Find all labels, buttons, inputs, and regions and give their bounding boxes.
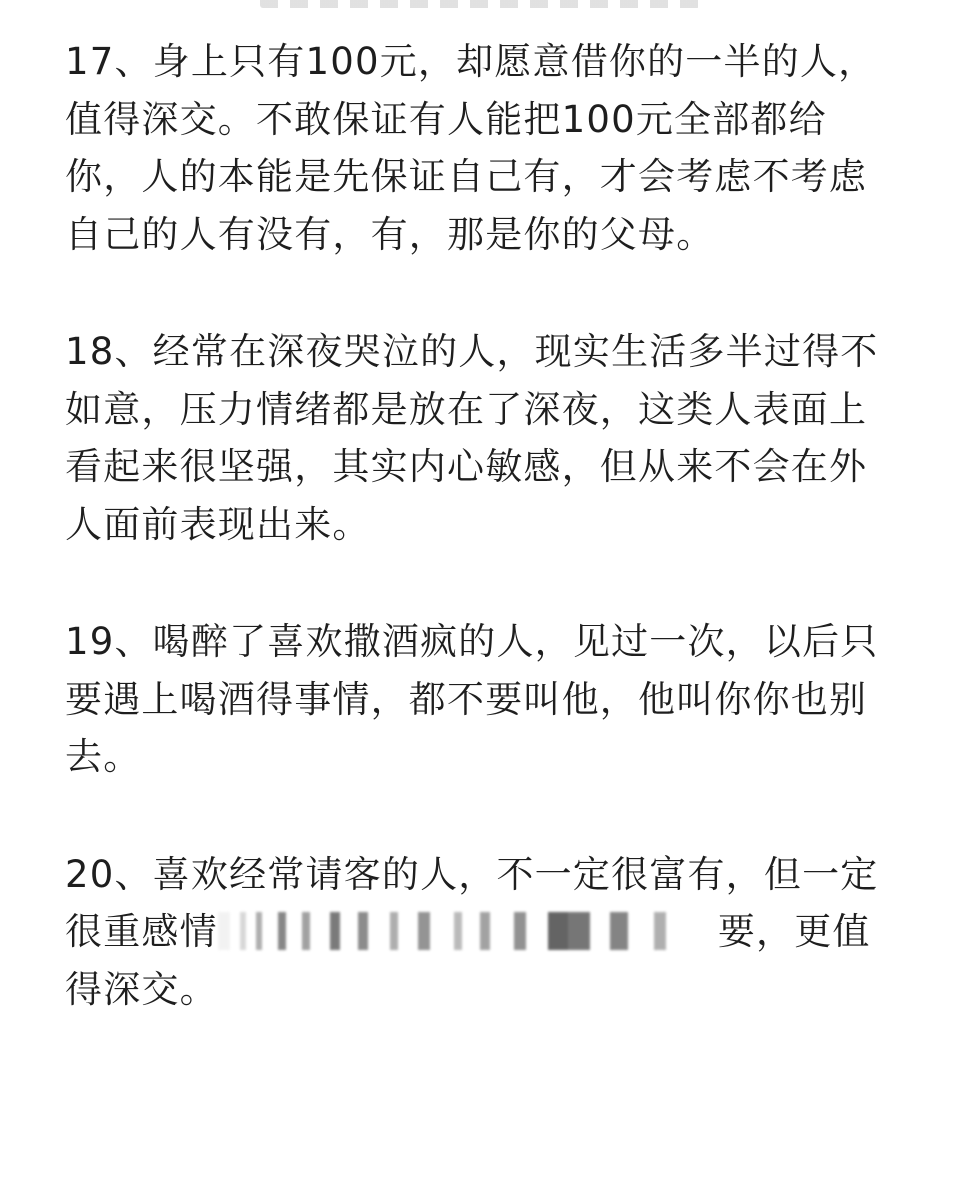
redacted-text-block — [218, 912, 718, 950]
paragraph-20 — [65, 846, 885, 1019]
paragraph-20-end: 要，更值得深交。 — [65, 910, 871, 1011]
paragraph-18: 18、经常在深夜哭泣的人，现实生活多半过得不如意，压力情绪都是放在了深夜，这类人表面上看起来很坚强，其实内心敏感，但从来不会在外人面前表现出来。 — [65, 330, 879, 546]
paragraph-20-start: 20、喜欢经常请客的人，不一定很富有，但一定很重感情 — [65, 852, 879, 953]
paragraph-17: 17、身上只有100元，却愿意借你的一半的人，值得深交。不敢保证有人能把100元全部都给你，人的本能是先保证自己有，才会考虑不考虑自己的人有没有，有，那是你的父母。 — [65, 40, 877, 256]
paragraph-19: 19、喝醉了喜欢撒酒疯的人，见过一次，以后只要遇上喝酒得事情，都不要叫他，他叫你你也别去。 — [65, 620, 879, 778]
cut-off-text-line — [260, 0, 700, 8]
article-body — [65, 33, 885, 1078]
